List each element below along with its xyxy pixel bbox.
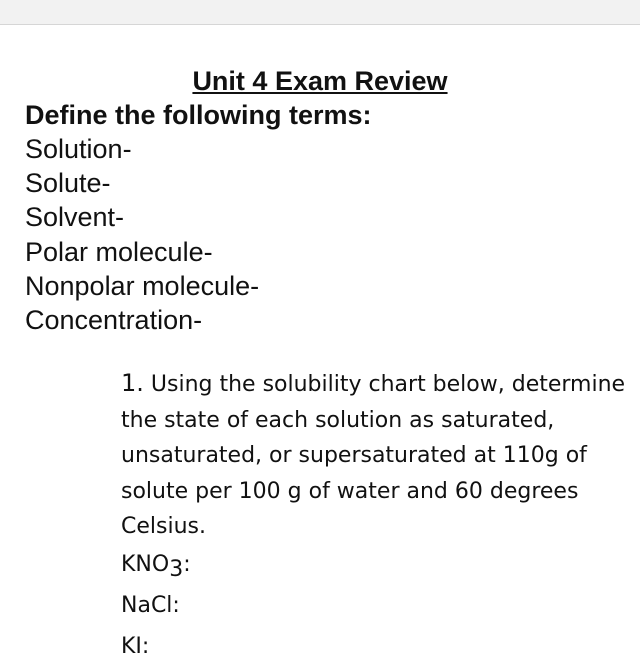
- question-number: 1.: [121, 369, 144, 397]
- answer-list: [121, 545, 191, 668]
- viewer-top-bar: [0, 0, 640, 25]
- section-heading: Define the following terms:: [25, 100, 372, 130]
- kno3-formula: KNO: [121, 552, 170, 577]
- answer-kno3: [121, 545, 191, 586]
- terms-list: [25, 132, 259, 337]
- term-polar-molecule: Polar molecule-: [25, 236, 213, 267]
- kno3-subscript: 3: [169, 557, 184, 582]
- question-1: [121, 366, 626, 545]
- answer-ki: KI:: [121, 634, 150, 659]
- kno3-colon: :: [183, 552, 191, 577]
- answer-nacl: NaCl:: [121, 593, 180, 618]
- term-nonpolar-molecule: Nonpolar molecule-: [25, 270, 260, 301]
- term-solvent: Solvent-: [25, 202, 125, 233]
- question-text: Using the solubility chart below, determine the state of each solution as saturated, unsaturated, or supersaturated at 110g of solute per 100 g of water and 60 degrees Celsius.: [121, 372, 626, 540]
- document-title: Unit 4 Exam Review: [192, 66, 448, 96]
- term-concentration: Concentration-: [25, 305, 203, 336]
- term-solute: Solute-: [25, 168, 111, 199]
- term-solution: Solution-: [25, 134, 132, 164]
